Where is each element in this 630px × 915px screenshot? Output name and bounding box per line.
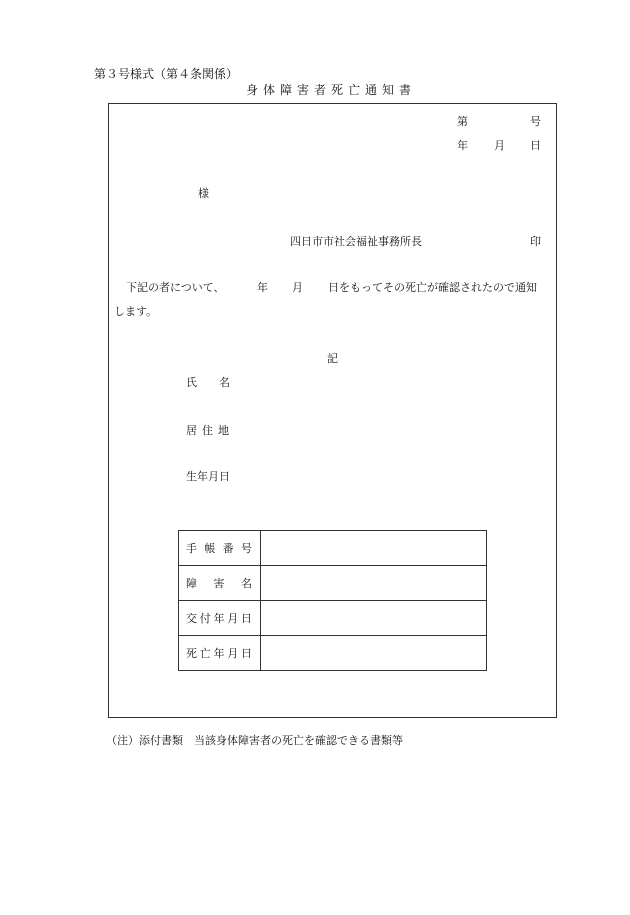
row-value-disability-name[interactable]: [261, 566, 487, 601]
label-char: 亡: [199, 647, 211, 660]
info-table: [178, 530, 487, 671]
label-char: 号: [240, 542, 252, 555]
row-label-techo-number: [179, 531, 261, 566]
date-year: 年: [457, 139, 468, 152]
label-char: 月: [227, 612, 239, 625]
attachment-note: （注）添付書類 当該身体障害者の死亡を確認できる書類等: [106, 734, 403, 747]
label-char: 名: [241, 577, 252, 590]
body-text-line2: します。: [114, 305, 158, 318]
row-label-text: [186, 540, 252, 556]
row-label-text: [186, 610, 252, 626]
number-prefix: 第: [457, 115, 468, 128]
row-label-issue-date: [179, 601, 261, 636]
field-label-address: 居住地: [186, 424, 234, 437]
label-char: 付: [199, 612, 211, 625]
label-char: 日: [241, 612, 252, 625]
body-text-part1: 下記の者について、: [126, 281, 225, 294]
addressee-suffix: 様: [198, 187, 209, 200]
row-label-death-date: [179, 636, 261, 671]
date-month: 月: [494, 139, 505, 152]
label-char: 日: [241, 647, 252, 660]
field-label-name: 氏 名: [186, 376, 230, 389]
number-suffix: 号: [530, 115, 541, 128]
body-text-year: 年: [257, 281, 268, 294]
row-value-techo-number[interactable]: [261, 531, 487, 566]
row-label-text: [186, 575, 252, 591]
label-char: 月: [227, 647, 239, 660]
document-title: 身体障害者死亡通知書: [246, 83, 417, 97]
ki-heading: 記: [327, 352, 338, 365]
label-char: 障: [186, 577, 197, 590]
table-row: [179, 531, 487, 566]
label-char: 手: [186, 542, 197, 555]
row-value-death-date[interactable]: [261, 636, 487, 671]
label-char: 帳: [204, 542, 216, 555]
table-row: [179, 601, 487, 636]
field-label-birthdate: 生年月日: [186, 470, 230, 483]
form-label: 第３号様式（第４条関係）: [94, 67, 239, 81]
label-char: 害: [213, 577, 225, 590]
table-row: [179, 566, 487, 601]
body-text-month: 月: [292, 281, 303, 294]
sender-name: 四日市市社会福祉事務所長: [290, 235, 422, 248]
label-char: 番: [222, 542, 234, 555]
date-day: 日: [530, 139, 541, 152]
label-char: 年: [213, 647, 225, 660]
row-value-issue-date[interactable]: [261, 601, 487, 636]
table-row: [179, 636, 487, 671]
label-char: 死: [186, 647, 197, 660]
row-label-text: [186, 645, 252, 661]
seal-mark: 印: [530, 235, 541, 248]
row-label-disability-name: [179, 566, 261, 601]
body-text-part2: 日をもってその死亡が確認されたので通知: [328, 281, 537, 294]
label-char: 年: [213, 612, 225, 625]
label-char: 交: [186, 612, 197, 625]
